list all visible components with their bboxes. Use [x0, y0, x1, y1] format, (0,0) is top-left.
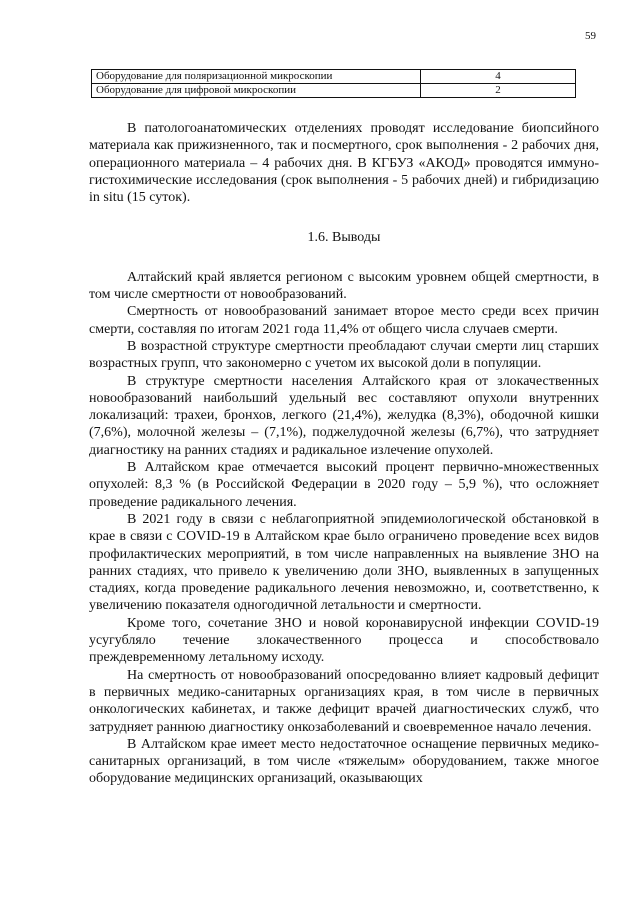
section-title: 1.6. Выводы: [307, 230, 381, 246]
table-row: [92, 70, 576, 84]
equipment-name: Оборудование для поляризационной микроскопии: [92, 70, 421, 84]
conclusion-paragraph: В Алтайском крае имеет место недостаточное оснащение первичных медико-санитарных организаций, в том числе «тяжелым» оборудованием, также многое оборудование медицинских организаций, оказывающих: [89, 736, 599, 787]
conclusion-paragraph: На смертность от новообразований опосредованно влияет кадровый дефицит в первичных медико-санитарных организациях края, в том числе в первичных онкологических кабинетах, и также дефицит врачей диагностических служб, что затрудняет раннюю диагностику онкозаболеваний и своевременное начало лечения.: [89, 667, 599, 735]
equipment-quantity: 2: [421, 84, 576, 98]
conclusion-paragraph: В 2021 году в связи с неблагоприятной эпидемиологической обстановкой в крае в связи с COVID-19 в Алтайском крае было ограничено проведение всех видов профилактических мероприятий, в том числе направленных на выявление ЗНО на ранних стадиях, что привело к увеличению доли ЗНО, выявленных в запущенных стадиях, когда проведение радикального лечения невозможно, и, соответственно, к увеличению показателя одногодичной летальности и смертности.: [89, 511, 599, 614]
conclusion-paragraph: В возрастной структуре смертности преобладают случаи смерти лиц старших возрастных групп, что закономерно с учетом их высокой доли в популяции.: [89, 338, 599, 372]
table-row: [92, 84, 576, 98]
conclusion-paragraph: Кроме того, сочетание ЗНО и новой коронавирусной инфекции COVID-19 усугубляло течение злокачественного процесса и способствовало преждевременному летальному исходу.: [89, 615, 599, 666]
equipment-name: Оборудование для цифровой микроскопии: [92, 84, 421, 98]
intro-paragraph: В патологоанатомических отделениях проводят исследование биопсийного материала как прижизненного, так и посмертного, срок выполнения - 2 рабочих дня, операционного материала – 4 рабочих дня. В КГБУЗ «АКОД» проводятся иммуно-гистохимические исследования (срок выполнения - 5 рабочих дней) и гибридизацию in situ (15 суток).: [89, 121, 599, 206]
equipment-table: [91, 69, 576, 98]
equipment-quantity: 4: [421, 70, 576, 84]
conclusion-paragraph: Алтайский край является регионом с высоким уровнем общей смертности, в том числе смертности от новообразований.: [89, 269, 599, 303]
page-number: 59: [585, 30, 596, 42]
document-body: [89, 120, 599, 788]
conclusion-paragraph: Смертность от новообразований занимает второе место среди всех причин смерти, составляя по итогам 2021 года 11,4% от общего числа случаев смерти.: [89, 304, 599, 337]
conclusion-paragraph: В структуре смертности населения Алтайского края от злокачественных новообразований наибольший удельный вес составляют опухоли внутренних локализаций: трахеи, бронхов, легкого (21,4%), желудка (8,3%), ободочной кишки (7,6%), молочной железы – (7,1%), поджелудочной железы (6,7%), что затрудняет диагностику на ранних стадиях и радикальное излечение опухолей.: [89, 373, 599, 458]
conclusion-paragraph: В Алтайском крае отмечается высокий процент первично-множественных опухолей: 8,3 % (в Российской Федерации в 2020 году – 5,9 %), что осложняет проведение радикального лечения.: [89, 460, 599, 510]
